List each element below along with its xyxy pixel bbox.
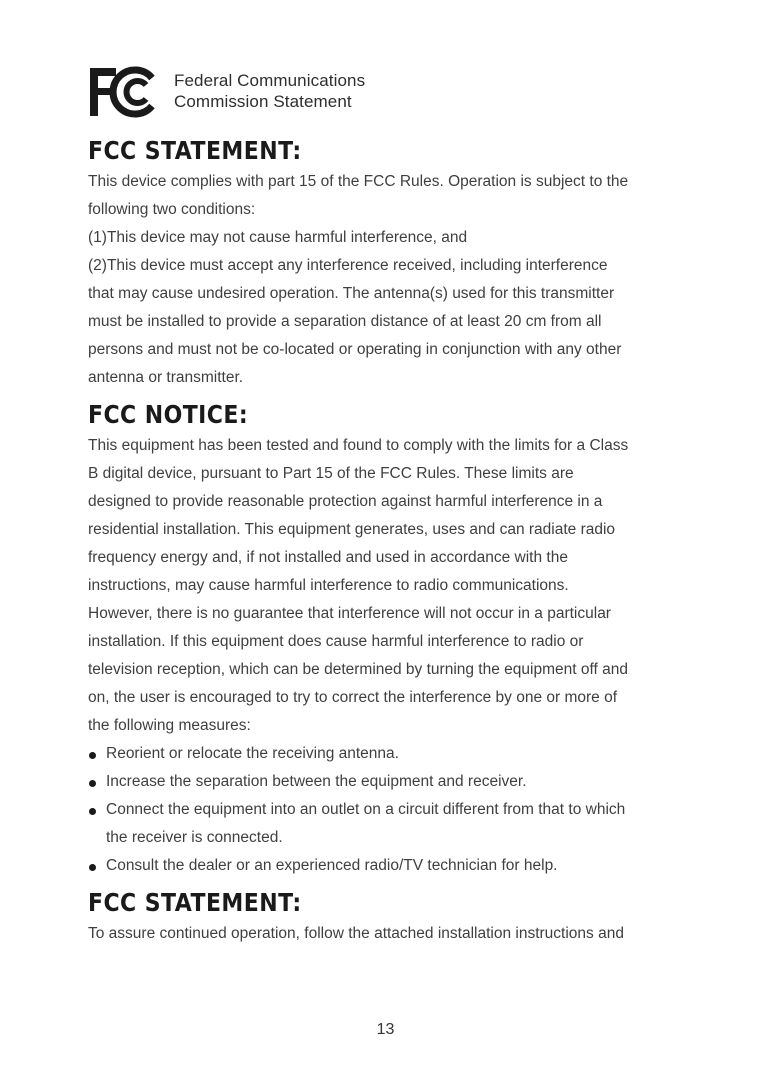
list-item-text: Connect the equipment into an outlet on a circuit different from that to which — [106, 801, 626, 818]
text-line: To assure continued operation, follow the attached installation instructions and — [88, 925, 624, 942]
section-title: FCC STATEMENT: — [88, 888, 302, 917]
text-line: (1)This device may not cause harmful interference, and — [88, 229, 468, 246]
section-fcc-notice — [88, 398, 668, 880]
list-item — [88, 768, 668, 796]
section-fcc-statement-1 — [88, 134, 668, 392]
section-paragraph — [88, 432, 668, 740]
section-title: FCC NOTICE: — [88, 400, 249, 429]
text-line: the following measures: — [88, 717, 251, 734]
text-line: antenna or transmitter. — [88, 369, 244, 386]
text-line: on, the user is encouraged to try to correct the interference by one or more of — [88, 689, 618, 706]
text-line: must be installed to provide a separation distance of at least 20 cm from all — [88, 313, 602, 330]
text-line: residential installation. This equipment generates, uses and can radiate radio — [88, 521, 616, 538]
text-line: television reception, which can be determined by turning the equipment off and — [88, 661, 628, 678]
page-header — [88, 66, 488, 118]
list-item — [88, 740, 668, 768]
list-item-text: Consult the dealer or an experienced radio/TV technician for help. — [106, 857, 558, 874]
list-item-text: Reorient or relocate the receiving antenna. — [106, 745, 399, 762]
section-paragraph — [88, 920, 668, 948]
section-title: FCC STATEMENT: — [88, 136, 302, 165]
bullet-icon — [89, 864, 96, 871]
text-line: This device complies with part 15 of the FCC Rules. Operation is subject to the — [88, 173, 629, 190]
list-item-text: Increase the separation between the equipment and receiver. — [106, 773, 527, 790]
document-body — [88, 134, 668, 954]
text-line: However, there is no guarantee that interference will not occur in a particular — [88, 605, 611, 622]
bullet-icon — [89, 752, 96, 759]
text-line: B digital device, pursuant to Part 15 of the FCC Rules. These limits are — [88, 465, 574, 482]
measures-list — [88, 740, 668, 880]
header-line-2: Commission Statement — [174, 92, 352, 111]
header-title — [174, 70, 365, 112]
text-line: frequency energy and, if not installed and used in accordance with the — [88, 549, 568, 566]
text-line: designed to provide reasonable protection against harmful interference in a — [88, 493, 603, 510]
list-item-text-continued: the receiver is connected. — [106, 829, 283, 846]
header-line-1: Federal Communications — [174, 71, 366, 90]
text-line: This equipment has been tested and found to comply with the limits for a Class — [88, 437, 629, 454]
section-paragraph — [88, 168, 668, 392]
bullet-icon — [89, 808, 96, 815]
text-line: following two conditions: — [88, 201, 256, 218]
text-line: (2)This device must accept any interference received, including interference — [88, 257, 608, 274]
text-line: that may cause undesired operation. The antenna(s) used for this transmitter — [88, 285, 615, 302]
text-line: installation. If this equipment does cause harmful interference to radio or — [88, 633, 584, 650]
text-line: persons and must not be co-located or operating in conjunction with any other — [88, 341, 622, 358]
section-fcc-statement-2 — [88, 886, 668, 948]
fcc-logo-icon — [88, 66, 158, 118]
list-item — [88, 796, 668, 852]
list-item — [88, 852, 668, 880]
bullet-icon — [89, 780, 96, 787]
page-number: 13 — [376, 1021, 395, 1038]
text-line: instructions, may cause harmful interference to radio communications. — [88, 577, 569, 594]
